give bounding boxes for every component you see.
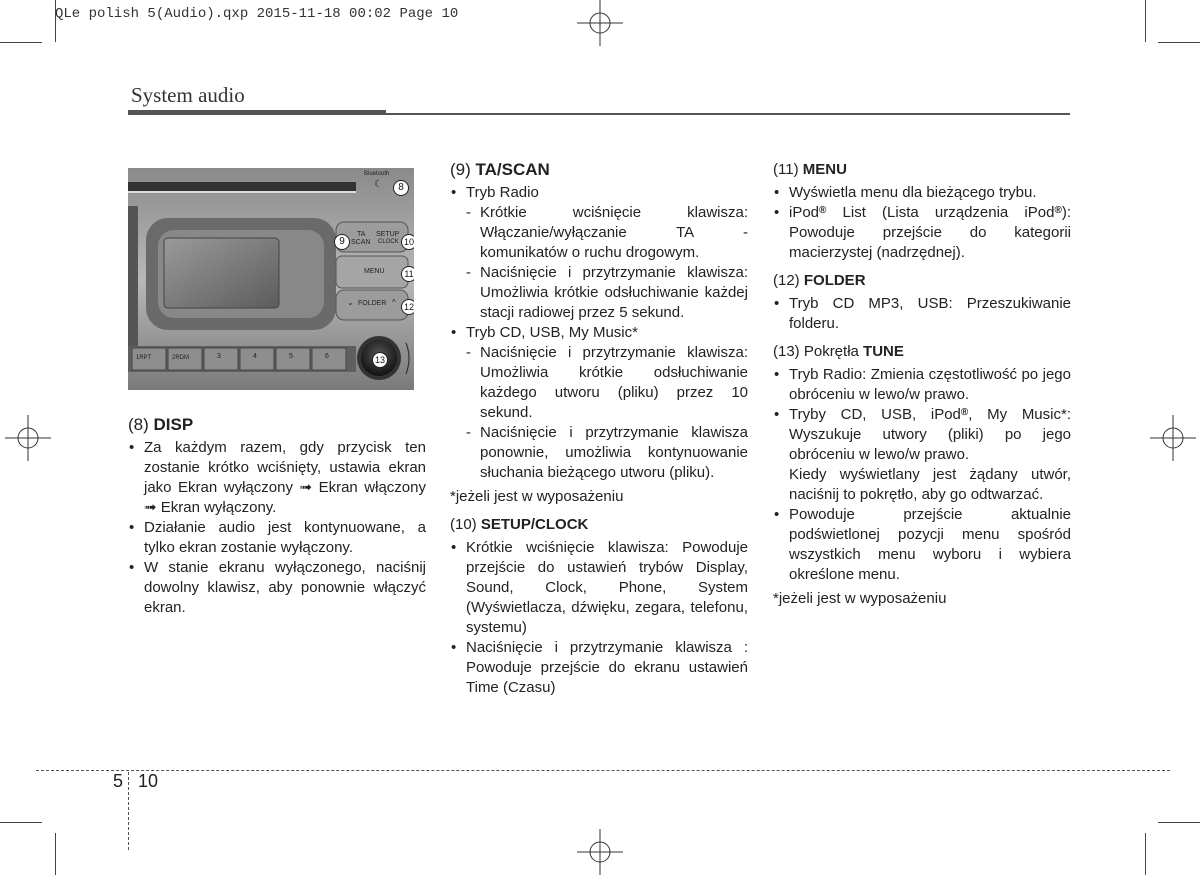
title-rule bbox=[128, 110, 386, 115]
list-item-text: Tryby CD, USB, iPod bbox=[789, 406, 961, 423]
folder-label: FOLDER bbox=[358, 300, 387, 307]
heading-menu bbox=[773, 160, 1071, 180]
list-item: • Krótkie wciśnięcie klawisza: Powoduje przejście do ustawień trybów Display, Sound, Clock, Phone, System (Wyświetlacza, dźwięku, zegara, telefonu, systemu) bbox=[450, 538, 748, 638]
list-item: • Tryb Radio: Zmienia częstotliwość po jego obróceniu w lewo/w prawo. bbox=[773, 365, 1071, 405]
setup-clock-list bbox=[450, 538, 748, 698]
heading-number: (13) Pokrętła bbox=[773, 343, 859, 360]
sub-list-item: - Naciśnięcie i przytrzymanie klawisza: Umożliwia krótkie odsłuchiwanie każdej stacji radiowej przez 5 sekund. bbox=[466, 263, 748, 323]
sub-list-item: - Naciśnięcie i przytrzymanie klawisza ponownie, umożliwia kontynuowanie słuchania bieżącego utworu (pliku). bbox=[466, 423, 748, 483]
column-disp bbox=[128, 415, 426, 618]
heading-ta-scan bbox=[450, 160, 748, 180]
disp-list bbox=[128, 438, 426, 618]
callout-12: 12 bbox=[401, 299, 414, 315]
list-item: • Powoduje przejście aktualnie podświetlonej pozycji menu spośród wszystkich menu wyboru i wybiera określone menu. bbox=[773, 505, 1071, 585]
callout-10: 10 bbox=[401, 234, 414, 250]
heading-disp bbox=[128, 415, 426, 435]
preset-1-label: 1RPT bbox=[136, 355, 152, 361]
column-menu-folder-tune bbox=[773, 160, 1071, 609]
heading-number: (11) bbox=[773, 161, 799, 178]
tune-list bbox=[773, 365, 1071, 585]
list-item-text: List (Lista urządzenia iPod bbox=[826, 204, 1055, 221]
registered-mark: ® bbox=[1054, 205, 1062, 216]
list-item-text: Tryb Radio bbox=[466, 184, 539, 201]
page-section-number: 5 bbox=[113, 771, 124, 791]
ta-label: TA bbox=[357, 231, 366, 238]
preset-5-label: 5 bbox=[289, 353, 293, 360]
sub-list-item: - Naciśnięcie i przytrzymanie klawisza: Umożliwia krótkie odsłuchiwanie każdego utworu (pliku) przez 10 sekund. bbox=[466, 343, 748, 423]
heading-number: (10) bbox=[450, 516, 477, 533]
section-title: System audio bbox=[131, 83, 245, 107]
radio-panel-drawing bbox=[128, 168, 414, 390]
crop-mark bbox=[0, 822, 42, 823]
sub-list bbox=[466, 343, 748, 483]
footnote: *jeżeli jest w wyposażeniu bbox=[773, 590, 947, 607]
list-item-text: iPod bbox=[789, 204, 820, 221]
registration-mark-icon bbox=[577, 829, 623, 875]
list-item: • Naciśnięcie i przytrzymanie klawisza : Powoduje przejście do ekranu ustawień Time (Czasu) bbox=[450, 638, 748, 698]
radio-panel-illustration bbox=[128, 168, 414, 390]
list-item bbox=[450, 183, 748, 323]
heading-setup-clock bbox=[450, 515, 748, 535]
moon-icon: ☾ bbox=[374, 179, 383, 190]
crop-mark bbox=[1158, 42, 1200, 43]
preset-3-label: 3 bbox=[217, 353, 221, 360]
callout-9: 9 bbox=[334, 234, 350, 250]
crop-mark bbox=[1145, 833, 1146, 875]
preset-4-label: 4 bbox=[253, 353, 257, 360]
callout-11: 11 bbox=[401, 266, 414, 282]
scan-label: SCAN bbox=[351, 239, 371, 246]
chevron-up-icon: ^ bbox=[392, 298, 396, 307]
title-rule bbox=[386, 113, 1070, 115]
footer-divider bbox=[128, 772, 129, 850]
heading-folder bbox=[773, 271, 1071, 291]
crop-mark bbox=[0, 42, 42, 43]
list-item: • Działanie audio jest kontynuowane, a tylko ekran zostanie wyłączony. bbox=[128, 518, 426, 558]
sub-list bbox=[466, 203, 748, 323]
list-item bbox=[450, 323, 748, 483]
crop-mark bbox=[1145, 0, 1146, 42]
heading-number: (12) bbox=[773, 272, 800, 289]
heading-name: MENU bbox=[802, 161, 847, 178]
list-item bbox=[773, 405, 1071, 505]
footer-rule bbox=[36, 770, 1170, 771]
heading-name: SETUP/CLOCK bbox=[480, 516, 589, 533]
heading-tune bbox=[773, 342, 1071, 362]
list-item bbox=[773, 203, 1071, 263]
column-ta-scan-setup bbox=[450, 160, 748, 698]
crop-mark bbox=[55, 833, 56, 875]
menu-list bbox=[773, 183, 1071, 263]
page-number: 10 bbox=[138, 771, 159, 791]
heading-name: DISP bbox=[153, 415, 194, 434]
file-slug: QLe polish 5(Audio).qxp 2015-11-18 00:02 Page 10 bbox=[55, 6, 459, 22]
heading-name: TUNE bbox=[863, 343, 904, 360]
list-item-text: Tryb CD, USB, My Music* bbox=[466, 324, 638, 341]
list-item: • W stanie ekranu wyłączonego, naciśnij dowolny klawisz, aby ponownie włączyć ekran. bbox=[128, 558, 426, 618]
footnote: *jeżeli jest w wyposażeniu bbox=[450, 488, 624, 505]
registration-mark-icon bbox=[5, 415, 51, 461]
list-item: • Za każdym razem, gdy przycisk ten zostanie krótko wciśnięty, ustawia ekran jako Ekran wyłączony ➟ Ekran włączony ➟ Ekran wyłączony. bbox=[128, 438, 426, 518]
registered-mark: ® bbox=[819, 205, 827, 216]
sub-list-item: - Krótkie wciśnięcie klawisza: Włączanie/wyłączanie TA - komunikatów o ruchu drogowym. bbox=[466, 203, 748, 263]
chevron-down-icon: ⌄ bbox=[347, 298, 354, 307]
clock-label: CLOCK bbox=[378, 239, 399, 245]
heading-name: FOLDER bbox=[803, 272, 866, 289]
heading-number: (8) bbox=[128, 415, 149, 434]
preset-6-label: 6 bbox=[325, 353, 329, 360]
heading-name: TA/SCAN bbox=[475, 160, 550, 179]
list-item-text: Kiedy wyświetlany jest żądany utwór, naciśnij to pokrętło, aby go odtwarzać. bbox=[789, 466, 1071, 503]
preset-2-label: 2RDM bbox=[172, 355, 190, 361]
registered-mark: ® bbox=[960, 407, 969, 418]
callout-13: 13 bbox=[372, 352, 388, 368]
list-item: • Wyświetla menu dla bieżącego trybu. bbox=[773, 183, 1071, 203]
folder-list bbox=[773, 294, 1071, 334]
ta-scan-list bbox=[450, 183, 748, 483]
list-item: • Tryb CD MP3, USB: Przeszukiwanie folderu. bbox=[773, 294, 1071, 334]
crop-mark bbox=[1158, 822, 1200, 823]
registration-mark-icon bbox=[1150, 415, 1196, 461]
list-item-text: , My Music*: Wyszukuje utwory (pliki) po jego obróceniu w lewo/w prawo. bbox=[789, 406, 1071, 463]
registration-mark-icon bbox=[577, 0, 623, 46]
menu-label: MENU bbox=[364, 268, 385, 275]
bluetooth-label: Bluetooth bbox=[364, 171, 390, 177]
heading-number: (9) bbox=[450, 160, 471, 179]
callout-8: 8 bbox=[393, 180, 409, 196]
setup-label: SETUP bbox=[376, 231, 400, 238]
list-item-text: ): Powoduje przejście do kategorii macierzystej (nadrzędnej). bbox=[789, 204, 1071, 261]
